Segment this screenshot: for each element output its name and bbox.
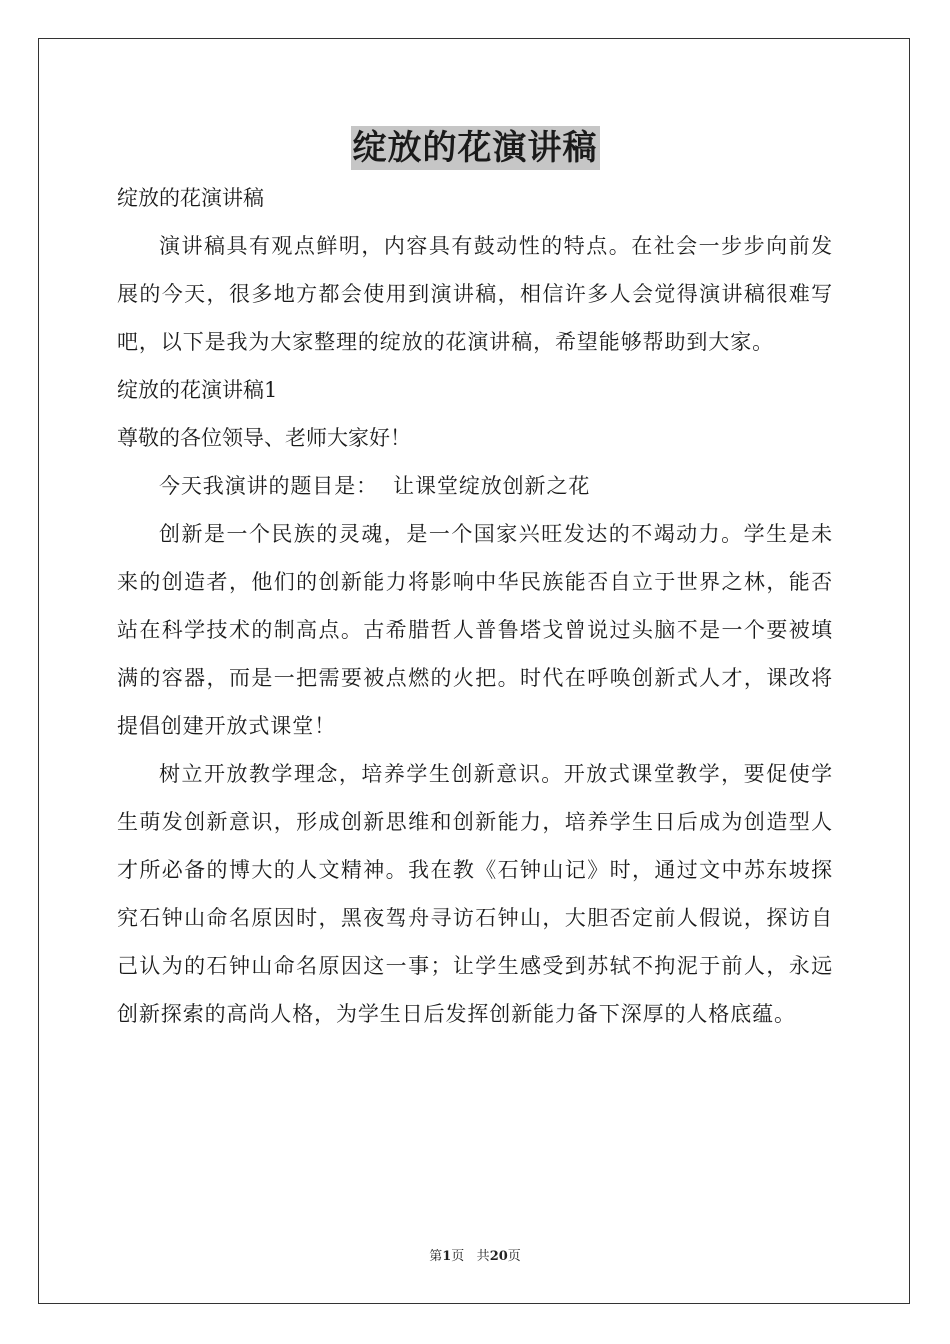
footer-total-suffix: 页 <box>507 1249 521 1264</box>
footer-total-pages: 20 <box>489 1249 508 1264</box>
document-body <box>117 174 833 1038</box>
intro-paragraph: 演讲稿具有观点鲜明，内容具有鼓动性的特点。在社会一步步向前发展的今天，很多地方都会使用到演讲稿，相信许多人会觉得演讲稿很难写吧，以下是我为大家整理的绽放的花演讲稿，希望能够帮助到大家。 <box>117 234 833 354</box>
title-container <box>0 126 950 170</box>
document-subtitle: 绽放的花演讲稿 <box>117 186 264 210</box>
footer-page-prefix: 第 <box>429 1249 443 1264</box>
document-title: 绽放的花演讲稿 <box>352 128 598 168</box>
footer-page-number: 1 <box>442 1249 452 1264</box>
page-footer <box>0 1248 950 1266</box>
greeting-line: 尊敬的各位领导、老师大家好！ <box>117 426 411 450</box>
topic-line: 今天我演讲的题目是： 让课堂绽放创新之花 <box>159 474 591 498</box>
section-heading: 绽放的花演讲稿1 <box>117 378 278 402</box>
footer-total-prefix: 共 <box>476 1249 490 1264</box>
footer-page-suffix: 页 <box>451 1249 465 1264</box>
body-paragraph-2: 树立开放教学理念，培养学生创新意识。开放式课堂教学，要促使学生萌发创新意识，形成创新思维和创新能力，培养学生日后成为创造型人才所必备的博大的人文精神。我在教《石钟山记》时，通过文中苏东坡探究石钟山命名原因时，黑夜驾舟寻访石钟山，大胆否定前人假说，探访自己认为的石钟山命名原因这一事；让学生感受到苏轼不拘泥于前人，永远创新探索的高尚人格，为学生日后发挥创新能力备下深厚的人格底蕴。 <box>117 762 833 1026</box>
body-paragraph-1: 创新是一个民族的灵魂，是一个国家兴旺发达的不竭动力。学生是未来的创造者，他们的创新能力将影响中华民族能否自立于世界之林，能否站在科学技术的制高点。古希腊哲人普鲁塔戈曾说过头脑不是一个要被填满的容器，而是一把需要被点燃的火把。时代在呼唤创新式人才，课改将提倡创建开放式课堂！ <box>117 522 833 738</box>
